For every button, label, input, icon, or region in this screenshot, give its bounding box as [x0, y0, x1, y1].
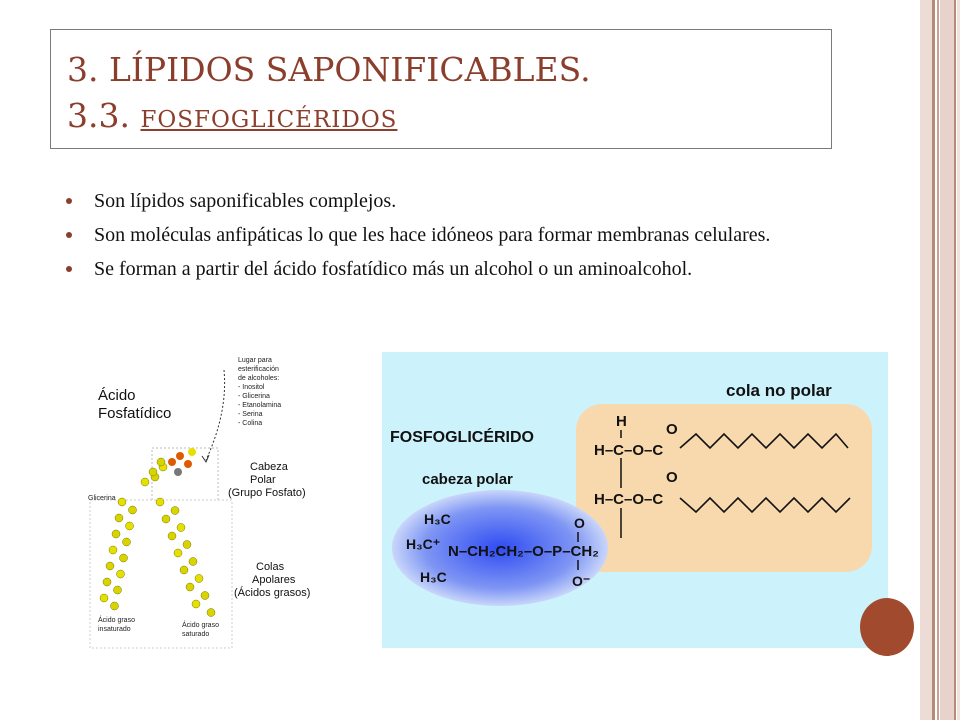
carbon-atom [141, 478, 149, 486]
bullet-item [66, 224, 876, 246]
sat-label: Ácido graso [182, 622, 219, 629]
molecule-atoms [100, 448, 215, 617]
carbon-atom [192, 600, 200, 608]
ester-group: H–C–O–C [594, 491, 664, 508]
tails-label: Colas [256, 561, 285, 573]
note-line: de alcoholes: [238, 375, 280, 382]
note-line: - Inositol [238, 384, 265, 391]
unsat-label: insaturado [98, 626, 131, 633]
carbon-atom [129, 506, 137, 514]
carbon-atom [195, 575, 203, 583]
carbon-atom [171, 507, 179, 515]
carbon-atom [177, 524, 185, 532]
slide-title: 3. LÍPIDOS SAPONIFICABLES. [67, 50, 591, 89]
head-label: Polar [250, 474, 276, 486]
methyl-group: H₃C [424, 511, 451, 527]
carbon-atom [106, 562, 114, 570]
bullet-text: Son moléculas anfipáticas lo que les hace idóneos para formar membranas celulares. [94, 224, 771, 246]
formula-title: FOSFOGLICÉRIDO [390, 429, 534, 446]
phosphate-atom [176, 452, 184, 460]
ester-group: H–C–O–C [594, 442, 664, 459]
methyl-group: H₃C [420, 569, 447, 585]
o-atom: O [666, 421, 678, 438]
carbon-atom [126, 522, 134, 530]
o-minus-atom: O⁻ [572, 573, 591, 589]
carbon-atom [112, 530, 120, 538]
note-line: - Colina [238, 420, 263, 427]
bullet-item [66, 258, 876, 280]
tails-label: Apolares [252, 574, 296, 586]
note-line: - Serina [238, 411, 263, 418]
bullet-list [66, 190, 876, 292]
o-atom: O [666, 469, 678, 486]
phosphate-atom [184, 460, 192, 468]
carbon-atom [114, 586, 122, 594]
carbon-atom [111, 602, 119, 610]
carbon-atom [115, 514, 123, 522]
glicerina-label: Glicerina [88, 495, 116, 502]
phosphate-atom [174, 468, 182, 476]
decorative-circle [860, 598, 914, 656]
carbon-atom [100, 594, 108, 602]
carbon-atom [149, 468, 157, 476]
carbon-atom [207, 609, 215, 617]
carbon-atom [103, 578, 111, 586]
tail-label: cola no polar [726, 381, 832, 400]
carbon-atom [157, 458, 165, 466]
carbon-atom [109, 546, 117, 554]
fig-title-line2: Fosfatídico [98, 405, 172, 422]
bullet-dot-icon [66, 266, 72, 272]
carbon-atom [189, 558, 197, 566]
head-label: cabeza polar [422, 471, 513, 488]
title-box [50, 29, 832, 149]
carbon-atom [120, 554, 128, 562]
bullet-dot-icon [66, 198, 72, 204]
bullet-item [66, 190, 876, 212]
sat-label: saturado [182, 631, 210, 638]
carbon-atom [156, 498, 164, 506]
methyl-group: H₃C⁺ [406, 536, 441, 552]
note-line: Lugar para [238, 357, 272, 364]
note-line: - Etanolamina [238, 402, 282, 409]
tails-label: (Ácidos grasos) [234, 587, 311, 599]
carbon-atom [174, 549, 182, 557]
bullet-text: Son lípidos saponificables complejos. [94, 190, 397, 212]
phosphatidic-acid-figure [88, 352, 366, 652]
note-line: - Glicerina [238, 393, 270, 400]
head-label: (Grupo Fosfato) [228, 487, 306, 499]
carbon-atom [186, 583, 194, 591]
decorative-stripes [920, 0, 960, 720]
pointer-line [206, 370, 225, 460]
fig-title-line1: Ácido [98, 387, 136, 404]
bullet-dot-icon [66, 232, 72, 238]
o-atom: O [574, 515, 585, 531]
subtitle-number: 3.3. [67, 96, 141, 135]
head-label: Cabeza [250, 461, 288, 473]
carbon-atom [168, 532, 176, 540]
unsat-label: Ácido graso [98, 617, 135, 624]
subtitle-text: FOSFOGLICÉRIDOS [140, 107, 398, 133]
slide-subtitle [67, 96, 397, 135]
phosphate-atom [188, 448, 196, 456]
phosphoglyceride-figure [382, 352, 888, 648]
carbon-atom [183, 541, 191, 549]
carbon-atom [123, 538, 131, 546]
carbon-atom [118, 498, 126, 506]
carbon-atom [117, 570, 125, 578]
phosphate-atom [168, 458, 176, 466]
bullet-text: Se forman a partir del ácido fosfatídico más un alcohol o un aminoalcohol. [94, 258, 693, 280]
carbon-atom [162, 515, 170, 523]
carbon-atom [201, 592, 209, 600]
carbon-atom [180, 566, 188, 574]
h-atom: H [616, 413, 627, 430]
head-formula: N–CH₂CH₂–O–P–CH₂ [448, 543, 599, 560]
note-line: esterificación [238, 366, 279, 373]
